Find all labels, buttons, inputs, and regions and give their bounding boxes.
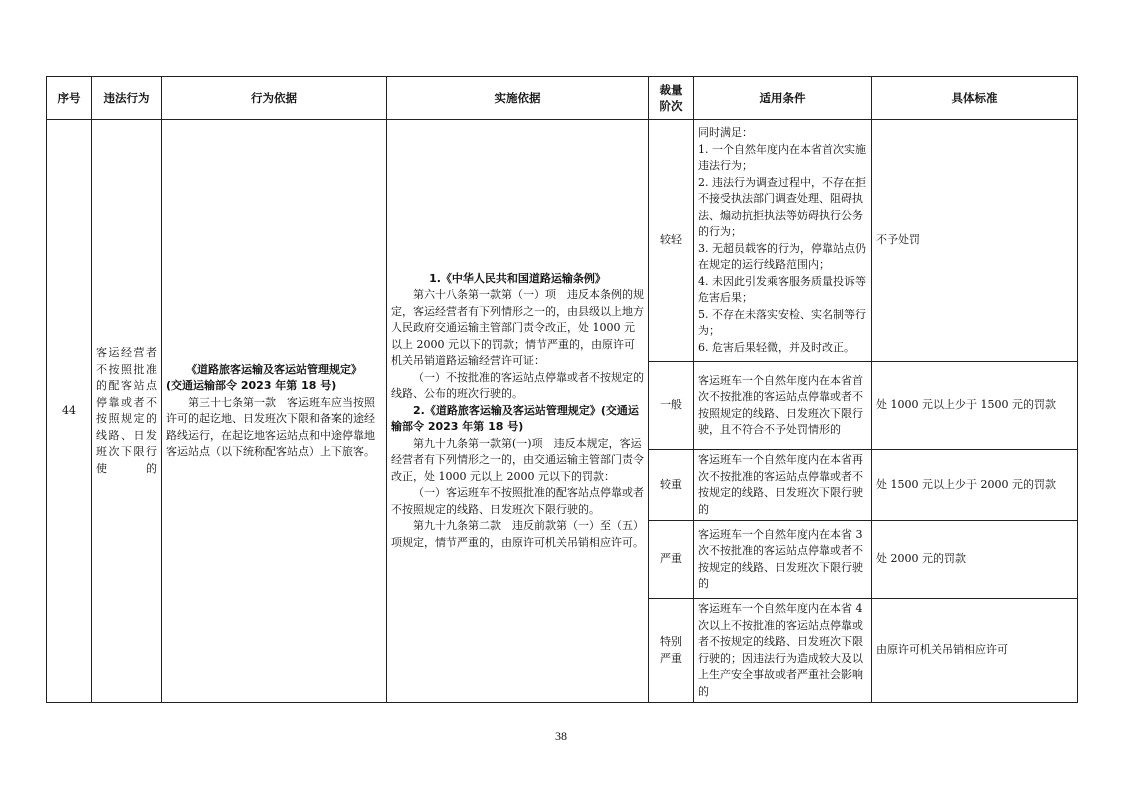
standard-general: 处 1000 元以上少于 1500 元的罚款 <box>872 362 1078 450</box>
violation-act: 客运经营者不按照批准的配客站点停靠或者不按照规定的线路、日发班次下限行使的 <box>92 120 162 703</box>
impl-para-5: 第九十九条第二款 违反前款第（一）至（五）项规定，情节严重的，由原许可机关吊销相应许可。 <box>391 519 644 549</box>
penalty-discretion-table <box>46 76 1078 703</box>
impl-para-1: 第六十八条第一款第（一）项 违反本条例的规定，客运经营者有下列情形之一的，由县级以上地方人民政府交通运输主管部门责令改正，处 1000 元以上 2000 元以下的罚款；情节严重的，由原许可机关吊销道路运输经营许可证： <box>391 288 644 368</box>
level-minor: 较轻 <box>649 120 694 362</box>
header-basis: 行为依据 <box>162 77 387 120</box>
standard-minor: 不予处罚 <box>872 120 1078 362</box>
header-row <box>47 77 1078 120</box>
condition-general: 客运班车一个自然年度内在本省首次不按批准的客运站点停靠或者不按照规定的线路、日发班次下限行驶，且不符合不予处罚情形的 <box>694 362 872 450</box>
condition-line: 同时满足： <box>698 126 753 139</box>
level-especially-severe <box>649 599 694 703</box>
header-no: 序号 <box>47 77 92 120</box>
impl-title-1: 1.《中华人民共和国道路运输条例》 <box>429 271 606 285</box>
act-basis-subtitle: (交通运输部令 2023 年第 18 号) <box>166 379 337 392</box>
level-severe: 严重 <box>649 521 694 599</box>
condition-line: 1. 一个自然年度内在本省首次实施违法行为； <box>698 142 866 172</box>
impl-title-2: 2.《道路旅客运输及客运站管理规定》(交通运输部令 2023 年第 18 号) <box>391 403 639 434</box>
header-act: 违法行为 <box>92 77 162 120</box>
table-row <box>47 120 1078 362</box>
impl-para-2: （一）不按批准的客运站点停靠或者不按规定的线路、公布的班次行驶的。 <box>391 370 644 401</box>
page-number: 38 <box>555 729 567 743</box>
condition-especially-severe: 客运班车一个自然年度内在本省 4 次以上不按批准的客运站点停靠或者不按规定的线路、日发班次下限行驶的；因违法行为造成较大及以上生产安全事故或者严重社会影响的 <box>694 599 872 703</box>
standard-especially-severe: 由原许可机关吊销相应许可 <box>872 599 1078 703</box>
condition-minor <box>694 120 872 362</box>
row-number: 44 <box>47 120 92 703</box>
level-general: 一般 <box>649 362 694 450</box>
standard-severe: 处 2000 元的罚款 <box>872 521 1078 599</box>
condition-line: 3. 无超员载客的行为，停靠站点仍在规定的运行线路范围内； <box>698 241 866 271</box>
header-level-line2: 阶次 <box>659 99 683 113</box>
act-basis-title: 《道路旅客运输及客运站管理规定》 <box>186 362 362 376</box>
level-serious: 较重 <box>649 450 694 521</box>
header-condition: 适用条件 <box>694 77 872 120</box>
impl-para-3: 第九十九条第一款第(一)项 违反本规定，客运经营者有下列情形之一的，由交通运输主管部门责令改正，处 1000 元以上 2000 元以下的罚款： <box>391 436 644 483</box>
act-basis <box>162 120 387 703</box>
condition-line: 2. 违法行为调查过程中，不存在拒不接受执法部门调查处理、阻碍执法、煽动抗拒执法等妨碍执行公务的行为； <box>698 175 866 238</box>
act-basis-text: 第三十七条第一款 客运班车应当按照许可的起讫地、日发班次下限和备案的途经路线运行，在起讫地客运站点和中途停靠地客运站点（以下统称配客站点）上下旅客。 <box>166 395 375 458</box>
condition-line: 6. 危害后果轻微，并及时改正。 <box>698 340 855 354</box>
header-level <box>649 77 694 120</box>
condition-line: 4. 未因此引发乘客服务质量投诉等危害后果； <box>698 274 866 304</box>
header-standard: 具体标准 <box>872 77 1078 120</box>
standard-serious: 处 1500 元以上少于 2000 元的罚款 <box>872 450 1078 521</box>
condition-serious: 客运班车一个自然年度内在本省再次不按批准的客运站点停靠或者不按规定的线路、日发班次下限行驶的 <box>694 450 872 521</box>
header-level-line1: 裁量 <box>659 82 683 97</box>
condition-severe: 客运班车一个自然年度内在本省 3 次不按批准的客运站点停靠或者不按规定的线路、日发班次下限行驶的 <box>694 521 872 599</box>
impl-para-4: （一）客运班车不按照批准的配客站点停靠或者不按照规定的线路、日发班次下限行驶的。 <box>391 486 644 516</box>
condition-line: 5. 不存在未落实安检、实名制等行为； <box>698 307 866 337</box>
level-especially-severe-line2: 严重 <box>660 651 682 665</box>
level-especially-severe-line1: 特别 <box>660 635 682 648</box>
implementation-basis <box>387 120 649 703</box>
header-impl: 实施依据 <box>387 77 649 120</box>
